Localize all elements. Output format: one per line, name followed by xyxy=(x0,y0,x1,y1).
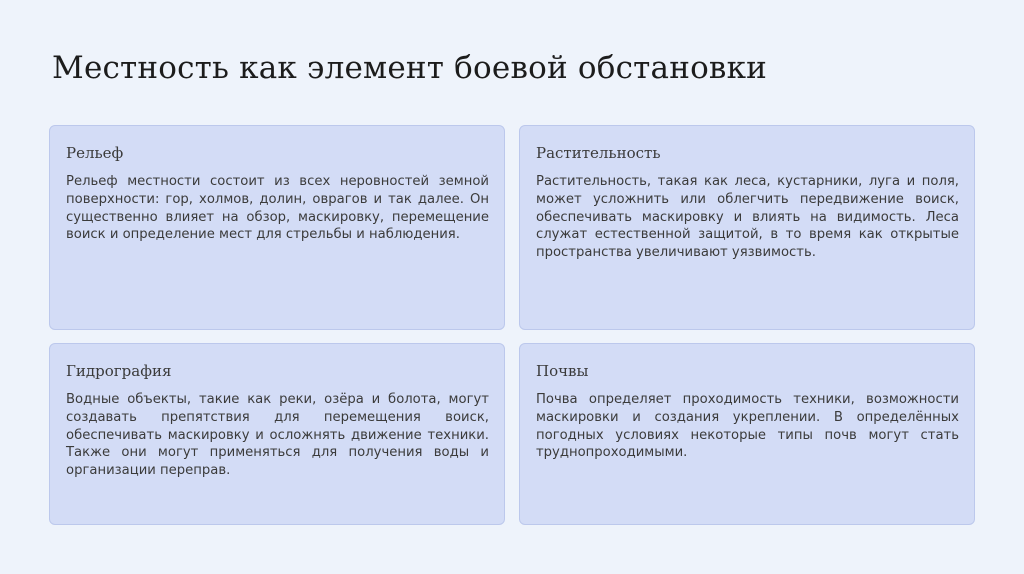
card-vegetation xyxy=(519,125,975,330)
card-vegetation-title: Растительность xyxy=(536,144,661,162)
card-relief xyxy=(49,125,505,330)
card-soils-text: Почва определяет проходимость техники, возможности маскировки и создания укреплении. В определённых погодных условиях некоторые типы почв могут стать труднопроходимыми. xyxy=(536,392,959,461)
page-title: Местность как элемент боевой обстановки xyxy=(52,50,768,86)
card-hydrography-text: Водные объекты, такие как реки, озёра и болота, могут создавать препятствия для перемещения воиск, обеспечивать маскировку и осложнять движение техники. Также они могут применяться для получения воды и организации переправ. xyxy=(66,392,489,479)
card-soils-title: Почвы xyxy=(536,362,589,380)
card-soils xyxy=(519,343,975,525)
card-hydrography-title: Гидрография xyxy=(66,362,172,380)
card-relief-title: Рельеф xyxy=(66,144,124,162)
card-vegetation-text: Растительность, такая как леса, кустарники, луга и поля, может усложнить или облегчить передвижение воиск, обеспечивать маскировку и влиять на видимость. Леса служат естественной защитой, в то время как открытые пространства увеличивают уязвимость. xyxy=(536,174,959,261)
card-hydrography xyxy=(49,343,505,525)
card-relief-text: Рельеф местности состоит из всех неровностей земной поверхности: гор, холмов, долин, оврагов и так далее. Он существенно влияет на обзор, маскировку, перемещение воиск и определение мест для стрельбы и наблюдения. xyxy=(66,174,489,243)
